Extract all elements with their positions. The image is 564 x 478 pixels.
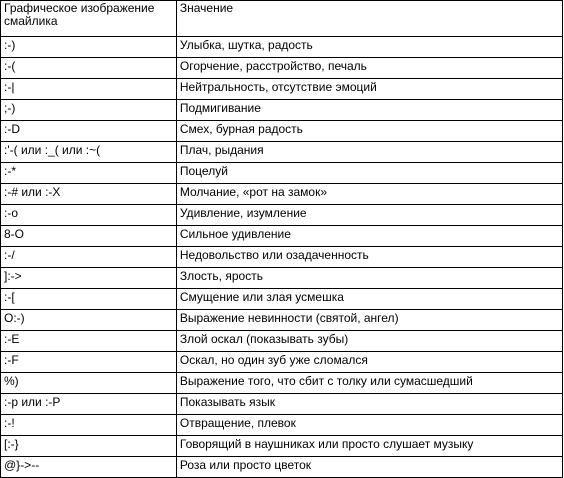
meaning-cell: Злой оскал (показывать зубы) bbox=[176, 331, 562, 352]
meaning-cell: Выражение невинности (святой, ангел) bbox=[176, 310, 562, 331]
smiley-cell: :-# или :-X bbox=[1, 184, 177, 205]
smiley-cell: :-! bbox=[1, 415, 177, 436]
smiley-cell: ]:-> bbox=[1, 268, 177, 289]
smiley-cell: :-/ bbox=[1, 247, 177, 268]
meaning-cell: Подмигивание bbox=[176, 100, 562, 121]
meaning-cell: Роза или просто цветок bbox=[176, 457, 562, 478]
table-row bbox=[1, 121, 563, 142]
table-row bbox=[1, 331, 563, 352]
smiley-cell: [:-} bbox=[1, 436, 177, 457]
table-row bbox=[1, 415, 563, 436]
meaning-cell: Плач, рыдания bbox=[176, 142, 562, 163]
meaning-cell: Оскал, но один зуб уже сломался bbox=[176, 352, 562, 373]
meaning-cell: Сильное удивление bbox=[176, 226, 562, 247]
table-row bbox=[1, 100, 563, 121]
table-row bbox=[1, 163, 563, 184]
table-body bbox=[1, 37, 563, 478]
meaning-cell: Смех, бурная радость bbox=[176, 121, 562, 142]
meaning-cell: Молчание, «рот на замок» bbox=[176, 184, 562, 205]
table-row bbox=[1, 226, 563, 247]
meaning-cell: Удивление, изумление bbox=[176, 205, 562, 226]
meaning-cell: Говорящий в наушниках или просто слушает музыку bbox=[176, 436, 562, 457]
meaning-cell: Показывать язык bbox=[176, 394, 562, 415]
table-row bbox=[1, 289, 563, 310]
table-row bbox=[1, 37, 563, 58]
table-row bbox=[1, 142, 563, 163]
meaning-cell: Недовольство или озадаченность bbox=[176, 247, 562, 268]
meaning-cell: Огорчение, расстройство, печаль bbox=[176, 58, 562, 79]
meaning-cell: Нейтральность, отсутствие эмоций bbox=[176, 79, 562, 100]
smiley-cell: @}->-- bbox=[1, 457, 177, 478]
smiley-cell: :-F bbox=[1, 352, 177, 373]
table-row bbox=[1, 394, 563, 415]
table-row bbox=[1, 58, 563, 79]
table-row bbox=[1, 352, 563, 373]
meaning-cell: Смущение или злая усмешка bbox=[176, 289, 562, 310]
table-row bbox=[1, 79, 563, 100]
meaning-cell: Злость, ярость bbox=[176, 268, 562, 289]
table-row bbox=[1, 247, 563, 268]
meaning-cell: Улыбка, шутка, радость bbox=[176, 37, 562, 58]
table-row bbox=[1, 310, 563, 331]
smiley-cell: :-o bbox=[1, 205, 177, 226]
smiley-cell: :-E bbox=[1, 331, 177, 352]
table-row bbox=[1, 373, 563, 394]
smiley-cell: :-( bbox=[1, 58, 177, 79]
smiley-cell: ;-) bbox=[1, 100, 177, 121]
smiley-cell: %) bbox=[1, 373, 177, 394]
table-row bbox=[1, 205, 563, 226]
smiley-cell: 8-O bbox=[1, 226, 177, 247]
meaning-cell: Отвращение, плевок bbox=[176, 415, 562, 436]
smiley-cell: :-) bbox=[1, 37, 177, 58]
table-header-row bbox=[1, 1, 563, 37]
smiley-cell: :-* bbox=[1, 163, 177, 184]
smiley-cell: :-| bbox=[1, 79, 177, 100]
table-row bbox=[1, 184, 563, 205]
smiley-cell: :'-( или :_( или :~( bbox=[1, 142, 177, 163]
table-row bbox=[1, 268, 563, 289]
smiley-cell: :-[ bbox=[1, 289, 177, 310]
table-row bbox=[1, 436, 563, 457]
meaning-cell: Поцелуй bbox=[176, 163, 562, 184]
header-meaning: Значение bbox=[176, 1, 562, 37]
smiley-cell: O:-) bbox=[1, 310, 177, 331]
smiley-cell: :-D bbox=[1, 121, 177, 142]
header-smiley-image: Графическое изображение смайлика bbox=[1, 1, 177, 37]
smiley-cell: :-p или :-P bbox=[1, 394, 177, 415]
meaning-cell: Выражение того, что сбит с толку или сумасшедший bbox=[176, 373, 562, 394]
table-row bbox=[1, 457, 563, 478]
